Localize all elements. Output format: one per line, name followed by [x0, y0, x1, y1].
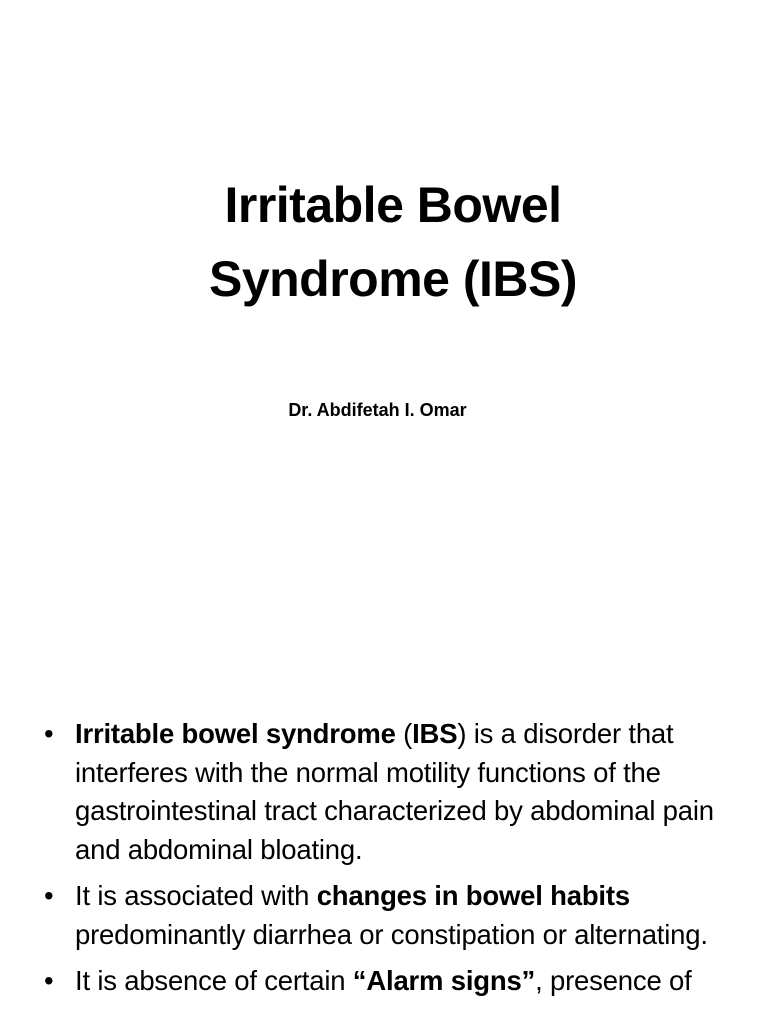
bullet-item-definition — [44, 715, 744, 869]
term-ibs: Irritable bowel syndrome — [75, 718, 396, 749]
term-alarm-signs: “Alarm signs” — [352, 965, 536, 996]
bullet-item-bowel-habits — [44, 877, 744, 954]
text-run: ) is a disorder that interferes with the normal motility functions of the gastrointestinal tract characterized by abdominal pain and abdominal bloating. — [75, 718, 714, 865]
bullet-marker: • — [44, 718, 54, 749]
author-name: Dr. Abdifetah I. Omar — [288, 400, 467, 420]
text-run: , presence of — [535, 965, 692, 996]
bullet-list — [44, 715, 744, 1009]
bullet-item-alarm-signs — [44, 962, 744, 1001]
term-abbrev: IBS — [412, 718, 458, 749]
text-run: It is associated with — [75, 880, 317, 911]
term-bowel-habits: changes in bowel habits — [316, 880, 630, 911]
text-run: predominantly diarrhea or constipation or alternating. — [75, 918, 708, 950]
bullet-marker: • — [44, 965, 54, 996]
slide-title — [0, 168, 768, 316]
text-run: ( — [395, 718, 413, 749]
title-line-1: Irritable Bowel — [224, 177, 562, 233]
text-run: It is absence of certain — [75, 965, 353, 996]
title-line-2: Syndrome (IBS) — [208, 251, 578, 307]
bullet-marker: • — [44, 880, 54, 911]
